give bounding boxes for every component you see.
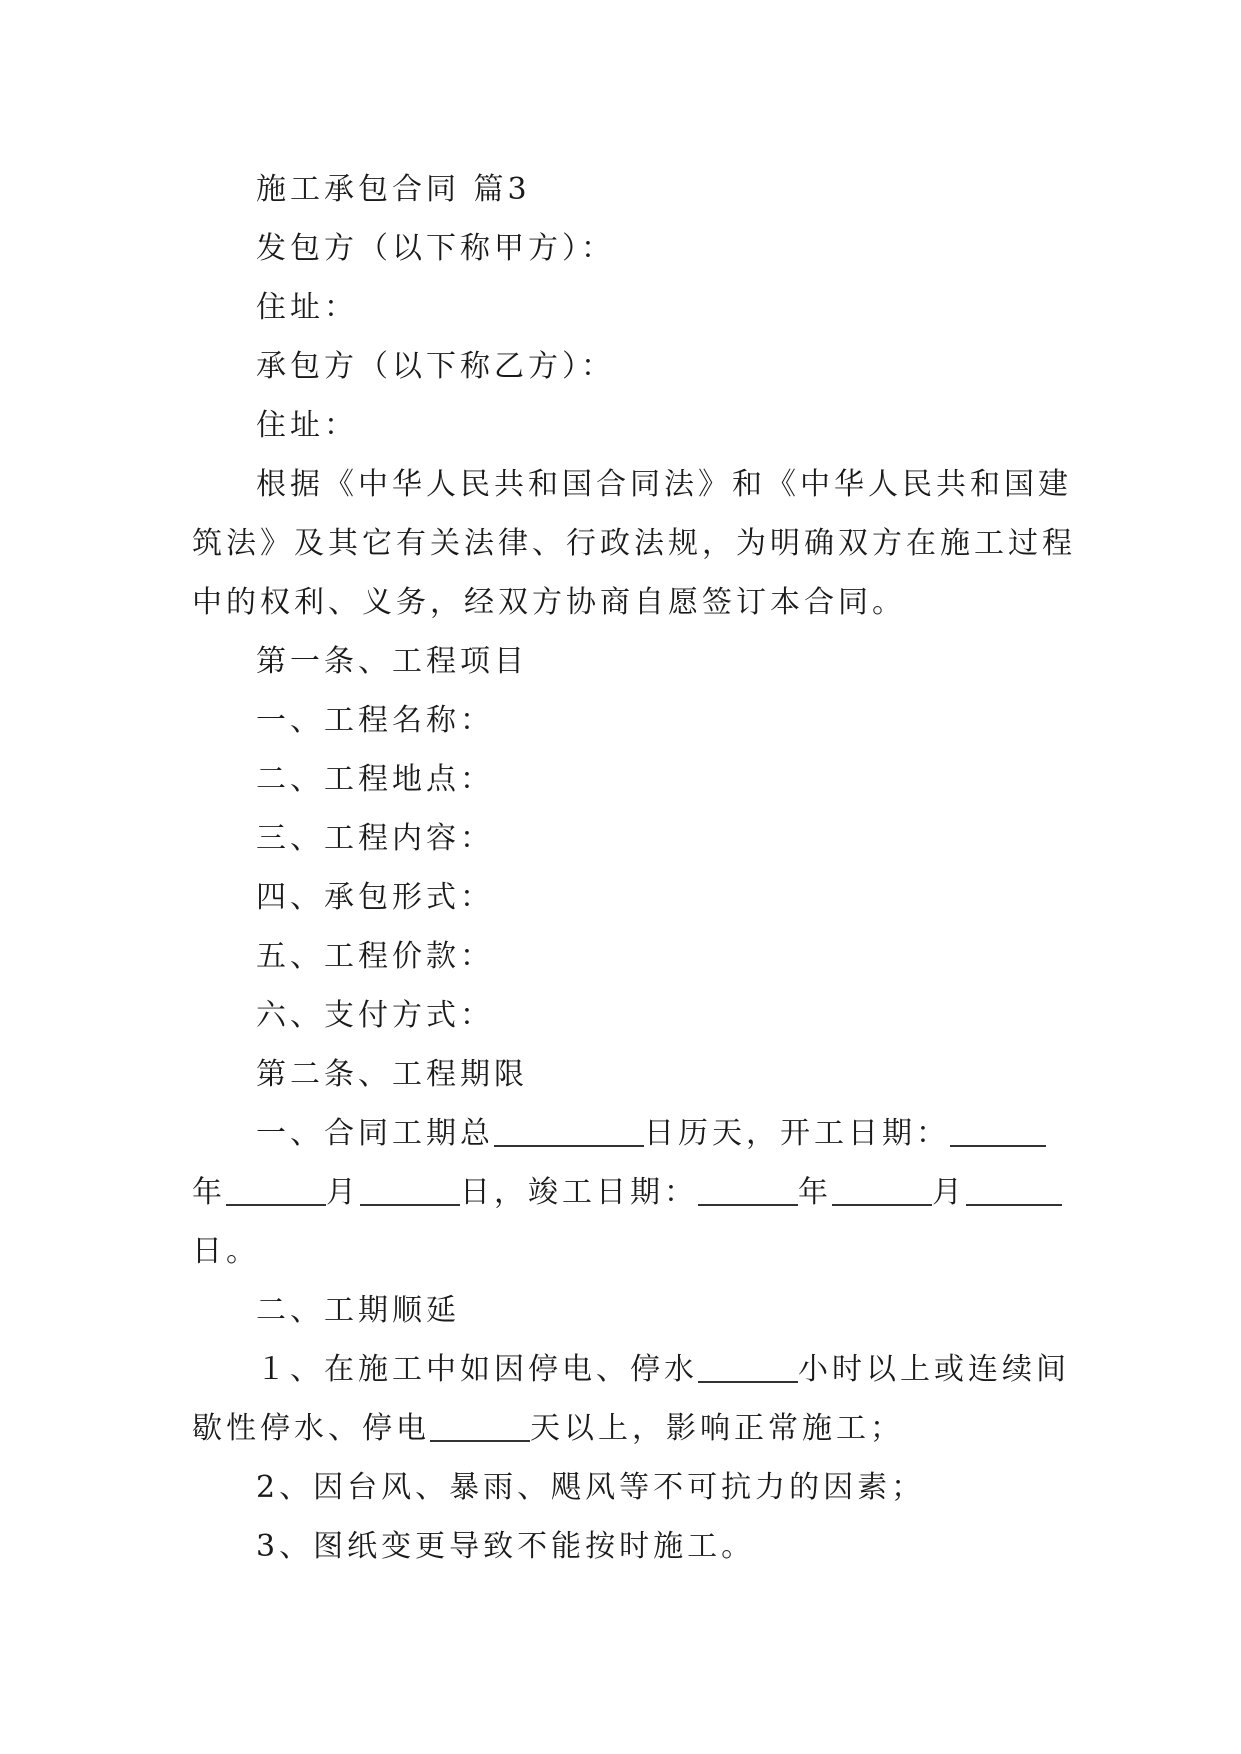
start-year-label: 年 <box>192 1175 226 1210</box>
preamble-line-1: 根据《中华人民共和国合同法》和《中华人民共和国建 <box>256 467 1072 502</box>
article-1-item-price: 五、工程价款： <box>256 939 494 974</box>
extension-item-1-line-1 <box>192 1340 1070 1399</box>
term-line-3: 日。 <box>192 1234 260 1269</box>
article-1-item-location: 二、工程地点： <box>256 762 494 797</box>
party-b-label: 承包方（以下称乙方）： <box>256 349 615 384</box>
term-paragraph <box>192 1104 1062 1281</box>
article-1-item-name: 一、工程名称： <box>256 703 494 738</box>
term-line-1 <box>192 1104 1062 1163</box>
term-line-2 <box>192 1163 1062 1222</box>
end-month-label: 月 <box>932 1175 966 1210</box>
outage-days-blank[interactable] <box>430 1410 530 1442</box>
extension-item-3: 3、图纸变更导致不能按时施工。 <box>256 1529 756 1564</box>
article-1-heading: 第一条、工程项目 <box>256 644 528 679</box>
extension-heading: 二、工期顺延 <box>256 1293 460 1328</box>
start-year-blank[interactable] <box>950 1115 1046 1147</box>
start-day-blank[interactable] <box>360 1174 460 1206</box>
term-text-2: 日历天，开工日期： <box>644 1116 950 1151</box>
article-1-item-content: 三、工程内容： <box>256 821 494 856</box>
start-month-label: 月 <box>326 1175 360 1210</box>
outage-hours-blank[interactable] <box>698 1351 798 1383</box>
article-1-item-payment: 六、支付方式： <box>256 998 494 1033</box>
party-a-label: 发包方（以下称甲方）： <box>256 231 615 266</box>
article-2-heading: 第二条、工程期限 <box>256 1057 528 1092</box>
extension-item-1-text-1: １、在施工中如因停电、停水 <box>256 1352 698 1387</box>
document-body <box>192 160 1076 1576</box>
end-month-blank[interactable] <box>832 1174 932 1206</box>
start-month-blank[interactable] <box>226 1174 326 1206</box>
document-title: 施工承包合同 篇3 <box>256 172 531 207</box>
total-days-blank[interactable] <box>494 1115 644 1147</box>
party-a-address-label: 住址： <box>256 290 358 325</box>
extension-item-2: 2、因台风、暴雨、飓风等不可抗力的因素； <box>256 1470 926 1505</box>
end-day-blank[interactable] <box>966 1174 1062 1206</box>
term-text-1: 一、合同工期总 <box>256 1116 494 1151</box>
preamble-line-3: 中的权利、义务，经双方协商自愿签订本合同。 <box>192 585 906 620</box>
extension-item-1-text-3: 歇性停水、停电 <box>192 1411 430 1446</box>
end-year-blank[interactable] <box>698 1174 798 1206</box>
extension-item-1 <box>192 1340 1070 1458</box>
article-1-item-form: 四、承包形式： <box>256 880 494 915</box>
extension-item-1-text-4: 天以上，影响正常施工； <box>530 1411 904 1446</box>
extension-item-1-text-2: 小时以上或连续间 <box>798 1352 1070 1387</box>
preamble-line-2: 筑法》及其它有关法律、行政法规，为明确双方在施工过程 <box>192 526 1076 561</box>
party-b-address-label: 住址： <box>256 408 358 443</box>
end-year-label: 年 <box>798 1175 832 1210</box>
extension-item-1-line-2 <box>192 1399 1062 1458</box>
completion-date-label: 日，竣工日期： <box>460 1175 698 1210</box>
preamble-paragraph <box>192 455 1076 632</box>
